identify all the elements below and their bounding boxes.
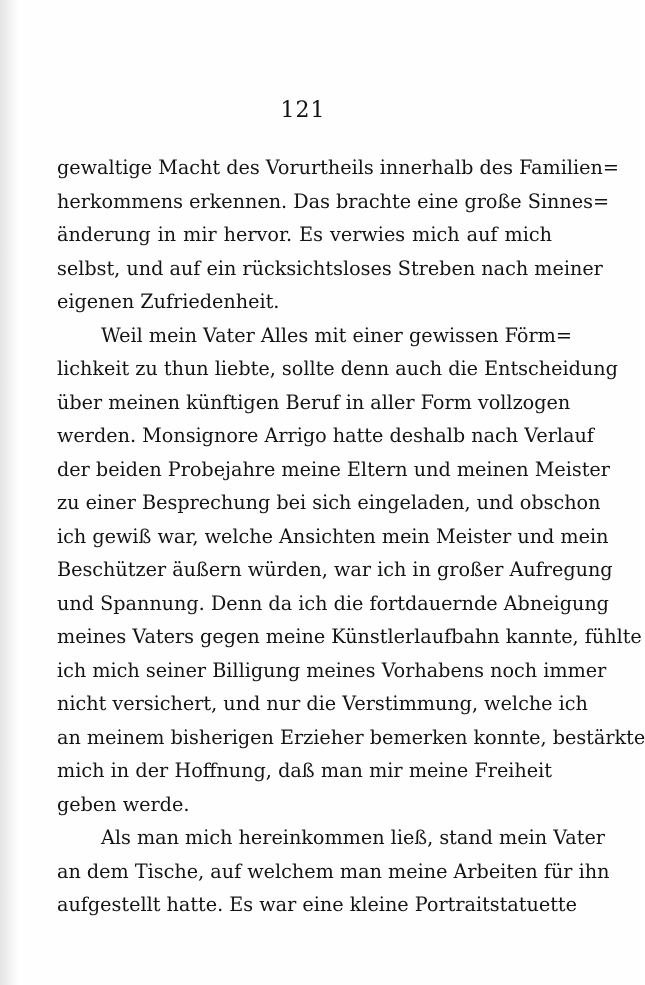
text-line: Beschützer äußern würden, war ich in großer Aufregung — [57, 558, 613, 581]
text-line: an meinem bisherigen Erzieher bemerken konnte, bestärkte — [57, 725, 645, 749]
text-line: meines Vaters gegen meine Künstlerlaufbahn kannte, fühlte — [57, 625, 642, 648]
text-line: änderung in mir hervor. Es verwies mich auf mich — [57, 223, 552, 246]
text-line: gewaltige Macht des Vorurtheils innerhalb des Familien= — [57, 156, 619, 179]
text-line: lichkeit zu thun liebte, sollte denn auch die Entscheidung — [57, 357, 618, 380]
text-line: mich in der Hoffnung, daß man mir meine Freiheit — [57, 759, 552, 782]
text-line: über meinen künftigen Beruf in aller Form vollzogen — [57, 390, 571, 414]
text-line: und Spannung. Denn da ich die fortdauernde Abneigung — [57, 591, 609, 615]
text-line: ich mich seiner Billigung meines Vorhabens noch immer — [57, 658, 607, 682]
text-line: nicht versichert, und nur die Verstimmung, welche ich — [57, 692, 588, 715]
text-line: eigenen Zufriedenheit. — [57, 290, 280, 313]
text-line: ich gewiß war, welche Ansichten mein Meister und mein — [57, 524, 609, 548]
page-edge-shadow — [0, 0, 18, 985]
page-number: 121 — [280, 98, 326, 123]
text-line: Als man mich hereinkommen ließ, stand mein Vater — [101, 826, 605, 849]
text-line: Weil mein Vater Alles mit einer gewissen Förm= — [101, 323, 572, 347]
body-text — [57, 151, 645, 922]
text-line: der beiden Probejahre meine Eltern und meinen Meister — [57, 457, 610, 481]
text-line: zu einer Besprechung bei sich eingeladen, und obschon — [57, 491, 601, 514]
text-line: aufgestellt hatte. Es war eine kleine Portraitstatuette — [57, 893, 577, 916]
text-line: geben werde. — [57, 792, 190, 816]
text-line: herkommens erkennen. Das brachte eine große Sinnes= — [57, 189, 610, 213]
text-line: selbst, und auf ein rücksichtsloses Streben nach meiner — [57, 256, 603, 280]
text-line: werden. Monsignore Arrigo hatte deshalb nach Verlauf — [57, 424, 594, 447]
text-line: an dem Tische, auf welchem man meine Arbeiten für ihn — [57, 859, 610, 883]
